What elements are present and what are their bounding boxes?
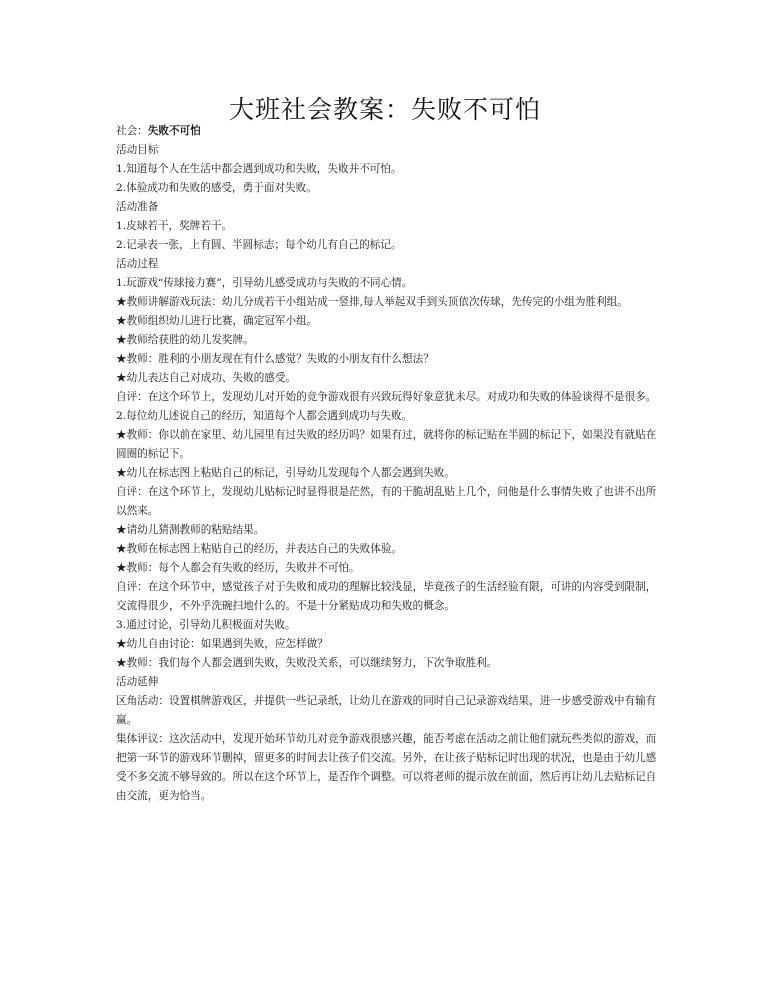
text-line: 自评：在这个环节上，发现幼儿贴标记时显得很是茫然，有的干脆胡乱贴上几个，问他是什么事情失败了也讲不出所以然来。 [116,486,657,517]
text-line: 1.玩游戏“传球接力赛”，引导幼儿感受成功与失败的不同心情。 [116,277,413,289]
text-line: 3.通过讨论，引导幼儿积极面对失败。 [116,619,296,631]
text-line: 1.知道每个人在生活中都会遇到成功和失败，失败并不可怕。 [116,163,402,175]
subject-name: 失败不可怕 [147,125,201,137]
text-line: 自评：在这个环节上，发现幼儿对开始的竞争游戏很有兴致玩得好象意犹未尽。对成功和失败的体验谈得不是很多。 [116,391,657,403]
text-line: 集体评议：这次活动中，发现开始环节幼儿对竞争游戏很感兴趣，能否考虑在活动之前让他们就玩些类似的游戏，而把第一环节的游戏环节删掉，留更多的时间去让孩子们交流。另外，在让孩子贴标记时出现的状况，也是由于幼儿感受不多交流不够导致的。所以在这个环节上，是否作个调整。可以将老师的提示放在前面，然后再让幼儿去贴标记自由交流，更为恰当。 [116,733,657,802]
text-line: ★教师给获胜的幼儿发奖牌。 [116,334,254,346]
text-line: 区角活动：设置棋牌游戏区，并提供一些记录纸，让幼儿在游戏的同时自己记录游戏结果，进一步感受游戏中有输有赢。 [116,695,657,726]
text-line: ★幼儿自由讨论：如果遇到失败，应怎样做？ [116,638,328,650]
subject-line [116,122,658,141]
text-line: ★教师：胜利的小朋友现在有什么感觉？失败的小朋友有什么想法？ [116,353,434,365]
text-line: ★幼儿在标志图上粘贴自己的标记，引导幼儿发现每个人都会遇到失败。 [116,467,455,479]
text-line: ★幼儿表达自己对成功、失败的感受。 [116,372,297,384]
text-line: 活动过程 [116,258,159,270]
text-line: ★教师：我们每个人都会遇到失败，失败没关系，可以继续努力，下次争取胜利。 [116,657,498,669]
text-line: ★教师：每个人都会有失败的经历，失败并不可怕。 [116,562,360,574]
text-line: ★请幼儿猜测教师的粘贴结果。 [116,524,265,536]
document-title: 大班社会教案：失败不可怕 [228,95,541,124]
text-line: ★教师在标志图上粘贴自己的经历，并表达自己的失败体验。 [116,543,403,555]
text-line: ★教师组织幼儿进行比赛，确定冠军小组。 [116,315,318,327]
text-line: 2.体验成功和失败的感受，勇于面对失败。 [116,182,317,194]
text-line: 2.记录表一张，上有圆、半圆标志；每个幼儿有自己的标记。 [116,239,402,251]
text-line: ★教师讲解游戏玩法：幼儿分成若干小组站成一竖排,每人举起双手到头顶依次传球，先传完的小组为胜利组。 [116,296,628,308]
document-body [116,122,658,806]
text-line: 活动延伸 [116,676,159,688]
text-line: 1.皮球若干，奖牌若干。 [116,220,233,232]
subject-prefix: 社会： [116,125,148,137]
text-line: 活动目标 [116,144,159,156]
text-line: 2.每位幼儿述说自己的经历，知道每个人都会遇到成功与失败。 [116,410,413,422]
text-line: 活动准备 [116,201,159,213]
text-line: ★教师：你以前在家里、幼儿园里有过失败的经历吗？如果有过，就将你的标记贴在半圆的标记下，如果没有就贴在圆圈的标记下。 [116,429,657,460]
text-line: 自评：在这个环节中，感觉孩子对于失败和成功的理解比较浅显，毕竟孩子的生活经验有限，可讲的内容受到限制，交流得很少，不外乎洗碗扫地什么的。不是十分紧贴成功和失败的概念。 [116,581,657,612]
